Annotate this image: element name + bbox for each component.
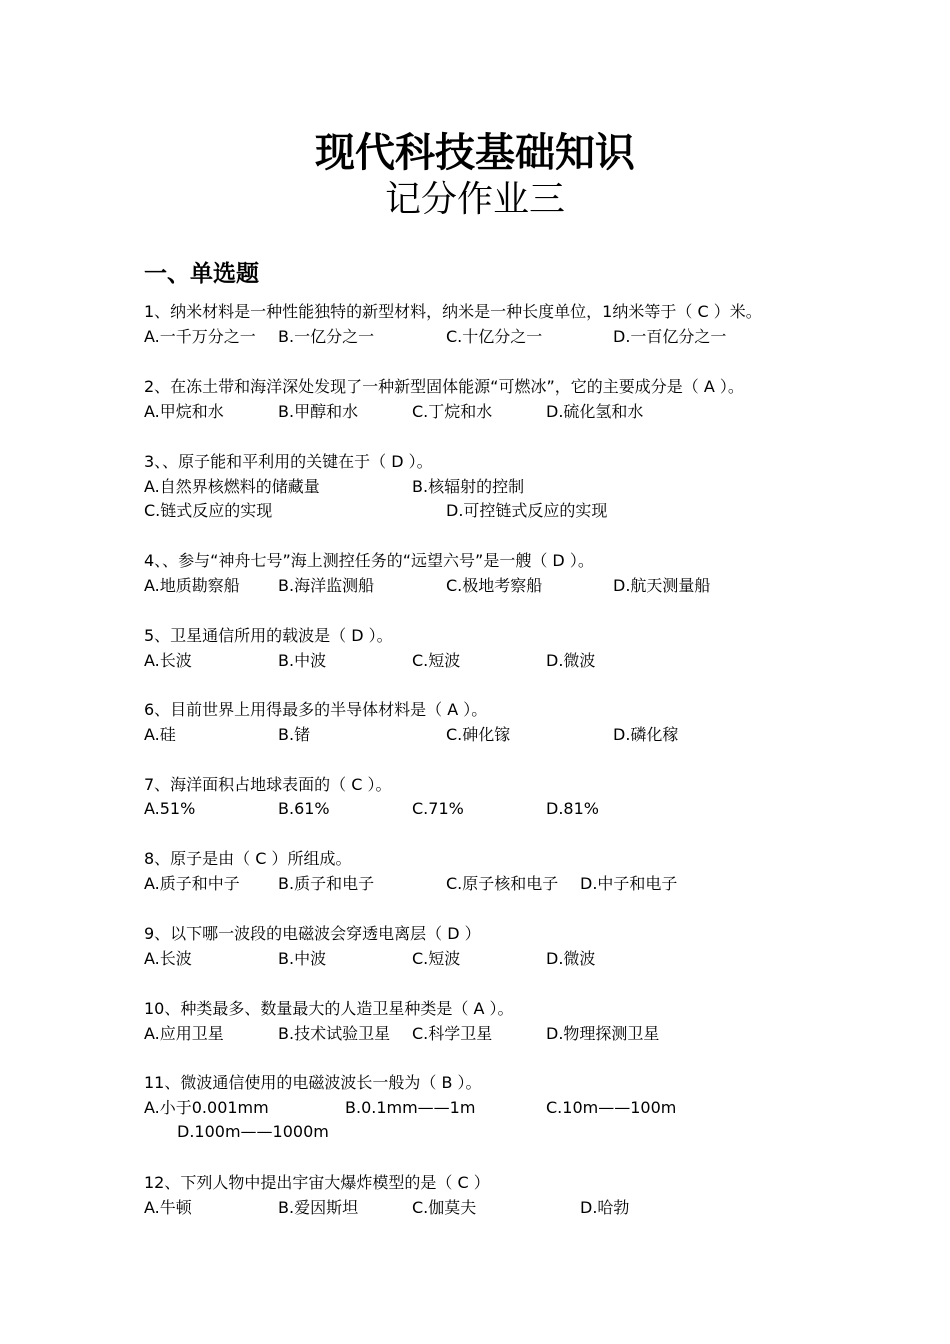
question-6-option-d: D.磷化稼 <box>613 725 679 744</box>
question-9-option-b: B.中波 <box>278 949 327 968</box>
question-11-option-b: B.0.1mm——1m <box>345 1098 476 1117</box>
section-heading: 一、单选题 <box>144 261 259 287</box>
question-5-option-d: D.微波 <box>546 651 596 670</box>
question-6-stem: 6、目前世界上用得最多的半导体材料是（ A ）。 <box>144 700 488 719</box>
question-3-option-b: B.核辐射的控制 <box>412 477 525 496</box>
question-5-option-b: B.中波 <box>278 651 327 670</box>
question-12-stem: 12、下列人物中提出宇宙大爆炸模型的是（ C ） <box>144 1173 490 1192</box>
question-8-option-d: D.中子和电子 <box>580 874 678 893</box>
question-11-option-c: C.10m——100m <box>546 1098 677 1117</box>
question-5-stem: 5、卫星通信所用的载波是（ D ）。 <box>144 626 393 645</box>
question-1-option-c: C.十亿分之一 <box>446 327 543 346</box>
question-9-option-c: C.短波 <box>412 949 461 968</box>
question-2-option-c: C.丁烷和水 <box>412 402 493 421</box>
question-10-option-b: B.技术试验卫星 <box>278 1024 391 1043</box>
question-8-option-c: C.原子核和电子 <box>446 874 559 893</box>
question-6-option-a: A.硅 <box>144 725 176 744</box>
question-11-stem: 11、微波通信使用的电磁波波长一般为（ B ）。 <box>144 1073 482 1092</box>
question-7-stem: 7、海洋面积占地球表面的（ C ）。 <box>144 775 392 794</box>
question-1-option-d: D.一百亿分之一 <box>613 327 727 346</box>
question-4-option-c: C.极地考察船 <box>446 576 543 595</box>
question-1-stem: 1、纳米材料是一种性能独特的新型材料，纳米是一种长度单位，1纳米等于（ C ）米。 <box>144 302 762 321</box>
document-subtitle: 记分作业三 <box>384 179 565 220</box>
question-10-option-a: A.应用卫星 <box>144 1024 224 1043</box>
question-5-option-a: A.长波 <box>144 651 192 670</box>
question-11-option-a: A.小于0.001mm <box>144 1098 269 1117</box>
question-2-option-d: D.硫化氢和水 <box>546 402 644 421</box>
question-8-option-a: A.质子和中子 <box>144 874 240 893</box>
question-7-option-d: D.81% <box>546 799 599 818</box>
question-12-option-a: A.牛顿 <box>144 1198 192 1217</box>
question-8-option-b: B.质子和电子 <box>278 874 375 893</box>
question-5-option-c: C.短波 <box>412 651 461 670</box>
question-9-option-a: A.长波 <box>144 949 192 968</box>
question-1-option-a: A.一千万分之一 <box>144 327 256 346</box>
question-4-option-a: A.地质勘察船 <box>144 576 240 595</box>
question-7-option-b: B.61% <box>278 799 330 818</box>
question-10-option-c: C.科学卫星 <box>412 1024 493 1043</box>
question-2-stem: 2、在冻土带和海洋深处发现了一种新型固体能源“可燃冰”，它的主要成分是（ A ）。 <box>144 377 744 396</box>
question-4-stem: 4、、参与“神舟七号”海上测控任务的“远望六号”是一艘（ D ）。 <box>144 551 594 570</box>
question-9-option-d: D.微波 <box>546 949 596 968</box>
document-title: 现代科技基础知识 <box>315 130 635 176</box>
question-1-option-b: B.一亿分之一 <box>278 327 375 346</box>
question-3-option-d: D.可控链式反应的实现 <box>446 501 608 520</box>
question-7-option-c: C.71% <box>412 799 464 818</box>
question-3-option-c: C.链式反应的实现 <box>144 501 273 520</box>
question-9-stem: 9、以下哪一波段的电磁波会穿透电离层（ D ） <box>144 924 481 943</box>
question-10-option-d: D.物理探测卫星 <box>546 1024 660 1043</box>
question-10-stem: 10、种类最多、数量最大的人造卫星种类是（ A ）。 <box>144 999 514 1018</box>
question-2-option-a: A.甲烷和水 <box>144 402 224 421</box>
question-4-option-b: B.海洋监测船 <box>278 576 375 595</box>
question-6-option-c: C.砷化镓 <box>446 725 511 744</box>
question-4-option-d: D.航天测量船 <box>613 576 711 595</box>
question-12-option-c: C.伽莫夫 <box>412 1198 477 1217</box>
question-3-option-a: A.自然界核燃料的储藏量 <box>144 477 320 496</box>
question-7-option-a: A.51% <box>144 799 196 818</box>
question-6-option-b: B.锗 <box>278 725 311 744</box>
question-2-option-b: B.甲醇和水 <box>278 402 359 421</box>
question-12-option-b: B.爱因斯坦 <box>278 1198 359 1217</box>
question-11-option-d: D.100m——1000m <box>177 1122 329 1141</box>
question-8-stem: 8、原子是由（ C ）所组成。 <box>144 849 352 868</box>
question-12-option-d: D.哈勃 <box>580 1198 630 1217</box>
question-3-stem: 3、、原子能和平利用的关键在于（ D ）。 <box>144 452 433 471</box>
